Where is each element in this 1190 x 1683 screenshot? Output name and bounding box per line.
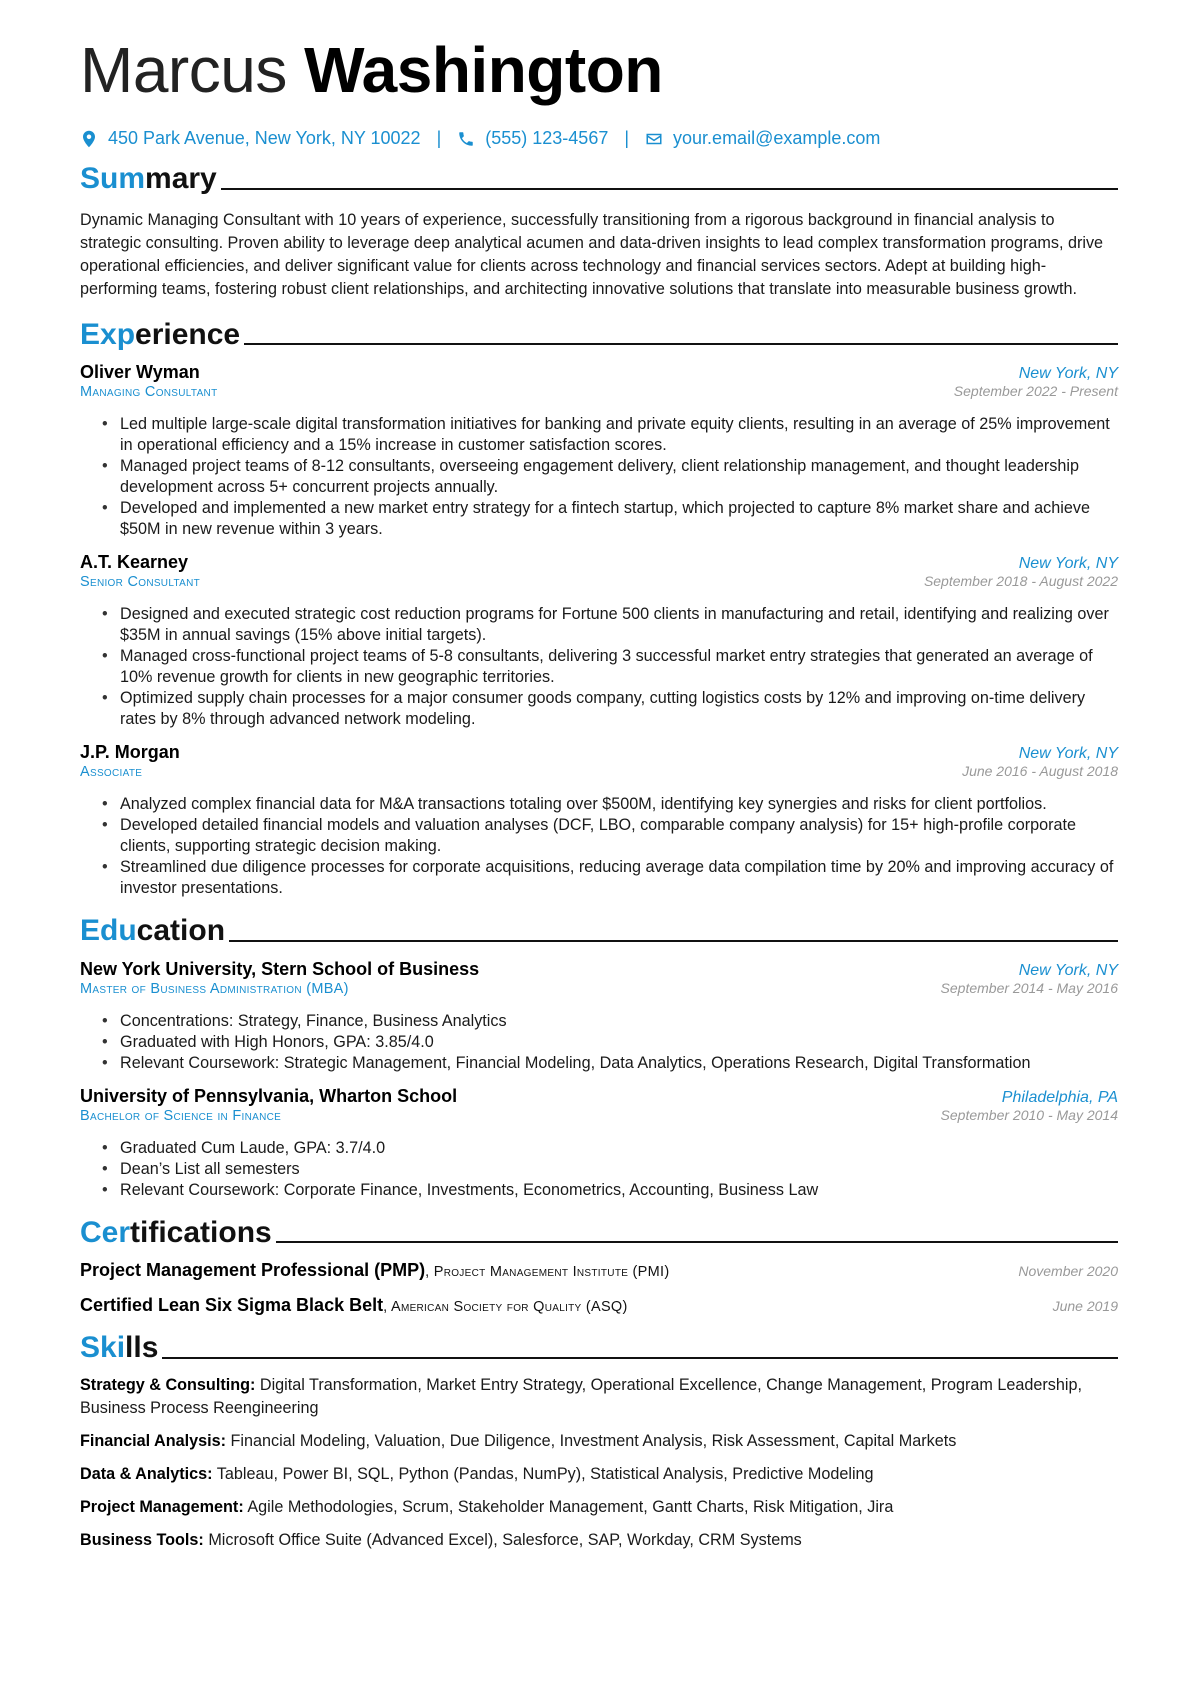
job-title: Associate	[80, 764, 143, 780]
certification-date: June 2019	[1052, 1298, 1118, 1314]
section-title: Summary	[80, 162, 217, 195]
skill-category: Financial Analysis:	[80, 1431, 227, 1450]
certification-item	[80, 1295, 1118, 1316]
certification-issuer: , Project Management Institute (PMI)	[425, 1264, 670, 1280]
school-name: University of Pennsylvania, Wharton School	[80, 1085, 458, 1106]
school-dates: September 2010 - May 2014	[940, 1106, 1118, 1123]
bullet-item: • Relevant Coursework: Strategic Management, Financial Modeling, Data Analytics, Operations Research, Digital Transformation	[102, 1053, 1118, 1074]
education-heading	[80, 915, 1118, 947]
phone-text: (555) 123-4567	[485, 128, 609, 148]
certification-item	[80, 1260, 1118, 1281]
job-location: New York, NY	[1018, 365, 1118, 382]
email-item[interactable]	[645, 128, 880, 149]
job-location: New York, NY	[1018, 745, 1118, 762]
contact-separator: |	[436, 128, 442, 148]
experience-entry	[80, 362, 1118, 540]
job-dates: September 2018 - August 2022	[923, 573, 1118, 589]
skill-items: Agile Methodologies, Scrum, Stakeholder Management, Gantt Charts, Risk Mitigation, Jira	[243, 1497, 894, 1516]
education-bullets	[80, 1138, 1118, 1201]
last-name: Washington	[304, 34, 663, 106]
section-rule	[229, 940, 1118, 942]
job-dates: June 2016 - August 2018	[962, 763, 1118, 779]
candidate-name	[80, 34, 1118, 106]
bullet-item: • Analyzed complex financial data for M&A transactions totaling over $500M, identifying key synergies and risks for client portfolios.	[102, 794, 1118, 815]
skill-items: Tableau, Power BI, SQL, Python (Pandas, NumPy), Statistical Analysis, Predictive Modeling	[212, 1464, 874, 1483]
skill-line	[80, 1463, 1118, 1486]
skill-line	[80, 1430, 1118, 1453]
degree-title: Bachelor of Science in Finance	[80, 1107, 282, 1124]
experience-entry	[80, 742, 1118, 899]
employer-name: J.P. Morgan	[80, 742, 180, 762]
skill-items: Microsoft Office Suite (Advanced Excel), Salesforce, SAP, Workday, CRM Systems	[203, 1530, 802, 1549]
school-location: Philadelphia, PA	[1001, 1088, 1118, 1106]
bullet-item: • Managed cross-functional project teams of 5-8 consultants, delivering 3 successful market entry strategies that generated an average of 10% revenue growth for clients in new geographic territories.	[102, 646, 1118, 688]
section-title: Experience	[80, 317, 241, 351]
certification-issuer: , American Society for Quality (ASQ)	[383, 1299, 628, 1315]
email-text: your.email@example.com	[673, 128, 881, 148]
skill-category: Strategy & Consulting:	[80, 1375, 256, 1394]
skill-line	[80, 1496, 1118, 1519]
education-entry	[80, 1086, 1118, 1201]
school-name: New York University, Stern School of Business	[80, 958, 480, 979]
skill-items: Financial Modeling, Valuation, Due Diligence, Investment Analysis, Risk Assessment, Capital Markets	[226, 1431, 957, 1450]
certification-date: November 2020	[1018, 1263, 1118, 1279]
skill-category: Data & Analytics:	[80, 1464, 213, 1483]
skill-category: Business Tools:	[80, 1530, 204, 1549]
employer-name: A.T. Kearney	[80, 552, 189, 572]
bullet-item: • Managed project teams of 8-12 consultants, overseeing engagement delivery, client relationship management, and thought leadership development across 5+ concurrent projects annually.	[102, 456, 1118, 498]
job-bullets	[80, 414, 1118, 540]
map-pin-icon	[80, 130, 98, 148]
bullet-item: • Relevant Coursework: Corporate Finance, Investments, Econometrics, Accounting, Business Law	[102, 1180, 1118, 1201]
bullet-item: • Dean’s List all semesters	[102, 1159, 1118, 1180]
skill-line	[80, 1374, 1118, 1420]
section-rule	[162, 1357, 1118, 1359]
bullet-item: • Concentrations: Strategy, Finance, Business Analytics	[102, 1011, 1118, 1032]
certification-name: Certified Lean Six Sigma Black Belt	[80, 1295, 384, 1315]
certification-name: Project Management Professional (PMP)	[80, 1260, 426, 1280]
job-bullets	[80, 604, 1118, 730]
job-location: New York, NY	[1018, 555, 1118, 572]
address-item	[80, 128, 421, 149]
school-location: New York, NY	[1018, 961, 1118, 979]
bullet-item: • Designed and executed strategic cost reduction programs for Fortune 500 clients in manufacturing and retail, identifying and realizing over $35M in annual savings (15% above initial targets).	[102, 604, 1118, 646]
first-name: Marcus	[80, 34, 287, 106]
bullet-item: • Streamlined due diligence processes for corporate acquisitions, reducing average data compilation time by 20% and improving accuracy of investor presentations.	[102, 857, 1118, 899]
address-text: 450 Park Avenue, New York, NY 10022	[108, 128, 421, 148]
section-rule	[276, 1241, 1118, 1243]
degree-title: Master of Business Administration (MBA)	[80, 980, 349, 997]
employer-name: Oliver Wyman	[80, 362, 200, 382]
bullet-item: • Optimized supply chain processes for a major consumer goods company, cutting logistics costs by 12% and improving on-time delivery rates by 8% through advanced network modeling.	[102, 688, 1118, 730]
section-rule	[244, 343, 1118, 345]
section-title: Certifications	[80, 1215, 272, 1249]
bullet-item: • Graduated with High Honors, GPA: 3.85/4.0	[102, 1032, 1118, 1053]
envelope-icon	[645, 130, 663, 148]
skills-heading	[80, 1332, 1118, 1364]
education-entry	[80, 959, 1118, 1074]
section-rule	[221, 188, 1118, 190]
bullet-item: • Developed and implemented a new market entry strategy for a fintech startup, which projected to capture 8% market share and achieve $50M in new revenue within 3 years.	[102, 498, 1118, 540]
contact-info	[80, 128, 1118, 149]
contact-separator: |	[624, 128, 630, 148]
education-bullets	[80, 1011, 1118, 1074]
experience-heading	[80, 319, 1118, 351]
job-bullets	[80, 794, 1118, 899]
job-title: Senior Consultant	[80, 574, 201, 590]
school-dates: September 2014 - May 2016	[940, 979, 1118, 996]
section-title: Skills	[80, 1331, 159, 1364]
summary-heading	[80, 163, 1118, 195]
certifications-heading	[80, 1217, 1118, 1249]
summary-text: Dynamic Managing Consultant with 10 years of experience, successfully transitioning from a rigorous background in financial analysis to strategic consulting. Proven ability to leverage deep analytical acumen and data-driven insights to lead complex transformation programs, drive operational efficiencies, and deliver significant value for clients across technology and financial services sectors. Adept at building high-performing teams, fostering robust client relationships, and architecting innovative solutions that translate into measurable business growth.	[80, 210, 1104, 298]
experience-entry	[80, 552, 1118, 730]
skill-line	[80, 1529, 1118, 1552]
section-title: Education	[80, 914, 226, 947]
skills-list	[80, 1374, 1118, 1552]
phone-item[interactable]	[457, 128, 608, 149]
skill-category: Project Management:	[80, 1497, 244, 1516]
bullet-item: • Graduated Cum Laude, GPA: 3.7/4.0	[102, 1138, 1118, 1159]
bullet-item: • Led multiple large-scale digital transformation initiatives for banking and private equity clients, resulting in an average of 25% improvement in operational efficiency and a 15% increase in customer satisfaction scores.	[102, 414, 1118, 456]
job-dates: September 2022 - Present	[953, 383, 1118, 399]
skill-items: Digital Transformation, Market Entry Strategy, Operational Excellence, Change Management, Program Leadership, Business Process Reengineering	[80, 1375, 1082, 1417]
bullet-item: • Developed detailed financial models and valuation analyses (DCF, LBO, comparable company analysis) for 15+ high-profile corporate clients, supporting strategic decision making.	[102, 815, 1118, 857]
job-title: Managing Consultant	[80, 384, 218, 400]
phone-icon	[457, 130, 475, 148]
